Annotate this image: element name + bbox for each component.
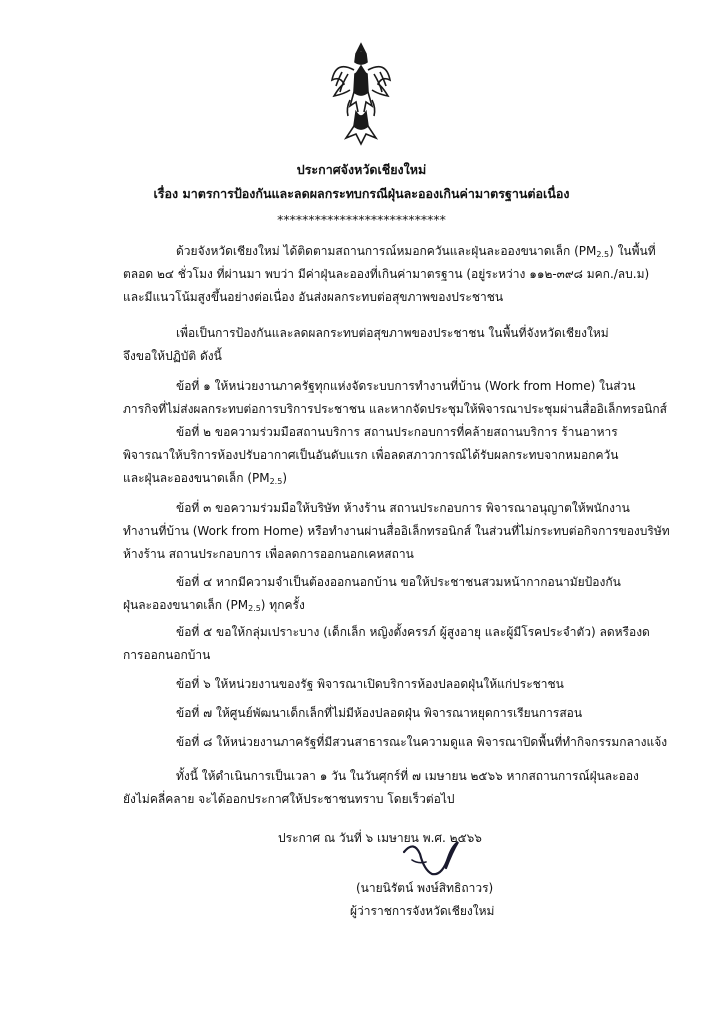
signature-icon <box>398 838 468 880</box>
list-item: ข้อที่ ๔ หากมีความจำเป็นต้องออกนอกบ้าน ขอให้ประชาชนสวมหน้ากากอนามัยป้องกัน <box>176 575 621 589</box>
list-item: ฝุ่นละอองขนาดเล็ก $(PM_{2.5})$ ทุกครั้ง <box>123 598 305 613</box>
announcement-date: ประกาศ ณ วันที่ ๖ เมษายน พ.ศ. ๒๕๖๖ <box>278 831 482 845</box>
list-item: พิจารณาให้บริการห้องปรับอากาศเป็นอันดับแรก เพื่อลดสภาวการณ์ได้รับผลกระทบจากหมอกควัน <box>123 448 619 462</box>
paragraph-line: ด้วยจังหวัดเชียงใหม่ ได้ติดตามสถานการณ์หมอกควันและฝุ่นละอองขนาดเล็ก $(PM_{2.5})$ ในพื้นที่ <box>176 244 656 259</box>
separator-line: *************************** <box>277 212 446 227</box>
list-item: ภารกิจที่ไม่ส่งผลกระทบต่อการบริการประชาชน และหากจัดประชุมให้พิจารณาประชุมผ่านสื่ออิเล็กทรอนิกส์ <box>123 402 667 416</box>
list-item: การออกนอกบ้าน <box>123 648 211 662</box>
paragraph-line: จึงขอให้ปฏิบัติ ดังนี้ <box>123 349 222 363</box>
list-item: ข้อที่ ๗ ให้ศูนย์พัฒนาเด็กเล็กที่ไม่มีห้องปลอดฝุ่น พิจารณาหยุดการเรียนการสอน <box>176 706 583 720</box>
document-subject: เรื่อง มาตรการป้องกันและลดผลกระทบกรณีฝุ่นละอองเกินค่ามาตรฐานต่อเนื่อง <box>153 186 570 201</box>
garuda-emblem-icon <box>326 40 396 152</box>
list-item: ข้อที่ ๓ ขอความร่วมมือให้บริษัท ห้างร้าน สถานประกอบการ พิจารณาอนุญาตให้พนักงาน <box>176 501 630 515</box>
list-item: ข้อที่ ๕ ขอให้กลุ่มเปราะบาง (เด็กเล็ก หญิงตั้งครรภ์ ผู้สูงอายุ และผู้มีโรคประจำตัว) ลดหรืองด <box>176 625 650 639</box>
page-title: ประกาศจังหวัดเชียงใหม่ <box>296 162 427 177</box>
list-item: ข้อที่ ๑ ให้หน่วยงานภาครัฐทุกแห่งจัดระบบการทำงานที่บ้าน (Work from Home) ในส่วน <box>176 379 636 393</box>
list-item: ข้อที่ ๖ ให้หน่วยงานของรัฐ พิจารณาเปิดบริการห้องปลอดฝุ่นให้แก่ประชาชน <box>176 677 564 691</box>
closing-line: ทั้งนี้ ให้ดำเนินการเป็นเวลา ๑ วัน ในวันศุกร์ที่ ๗ เมษายน ๒๕๖๖ หากสถานการณ์ฝุ่นละออง <box>176 769 639 783</box>
paragraph-line: ตลอด ๒๔ ชั่วโมง ที่ผ่านมา พบว่า มีค่าฝุ่นละอองที่เกินค่ามาตรฐาน (อยู่ระหว่าง ๑๑๒-๓๙๘ มคก./ลบ.ม) <box>123 267 650 281</box>
list-item: ข้อที่ ๘ ให้หน่วยงานภาครัฐที่มีสวนสาธารณะในความดูแล พิจารณาปิดพื้นที่ทำกิจกรรมกลางแจ้ง <box>176 735 668 749</box>
paragraph-line: เพื่อเป็นการป้องกันและลดผลกระทบต่อสุขภาพของประชาชน ในพื้นที่จังหวัดเชียงใหม่ <box>176 326 609 340</box>
list-item: และฝุ่นละอองขนาดเล็ก $(PM_{2.5})$ <box>123 471 288 486</box>
list-item: ทำงานที่บ้าน (Work from Home) หรือทำงานผ่านสื่ออิเล็กทรอนิกส์ ในส่วนที่ไม่กระทบต่อกิจการของบริษัท <box>123 524 670 538</box>
signer-title: ผู้ว่าราชการจังหวัดเชียงใหม่ <box>350 904 495 918</box>
signer-name: (นายนิรัตน์ พงษ์สิทธิถาวร) <box>356 881 494 895</box>
list-item: ห้างร้าน สถานประกอบการ เพื่อลดการออกนอกเคหสถาน <box>123 547 414 561</box>
list-item: ข้อที่ ๒ ขอความร่วมมือสถานบริการ สถานประกอบการที่คล้ายสถานบริการ ร้านอาหาร <box>176 425 618 439</box>
closing-line: ยังไม่คลี่คลาย จะได้ออกประกาศให้ประชาชนทราบ โดยเร็วต่อไป <box>123 792 455 806</box>
paragraph-line: และมีแนวโน้มสูงขึ้นอย่างต่อเนื่อง อันส่งผลกระทบต่อสุขภาพของประชาชน <box>123 290 504 304</box>
